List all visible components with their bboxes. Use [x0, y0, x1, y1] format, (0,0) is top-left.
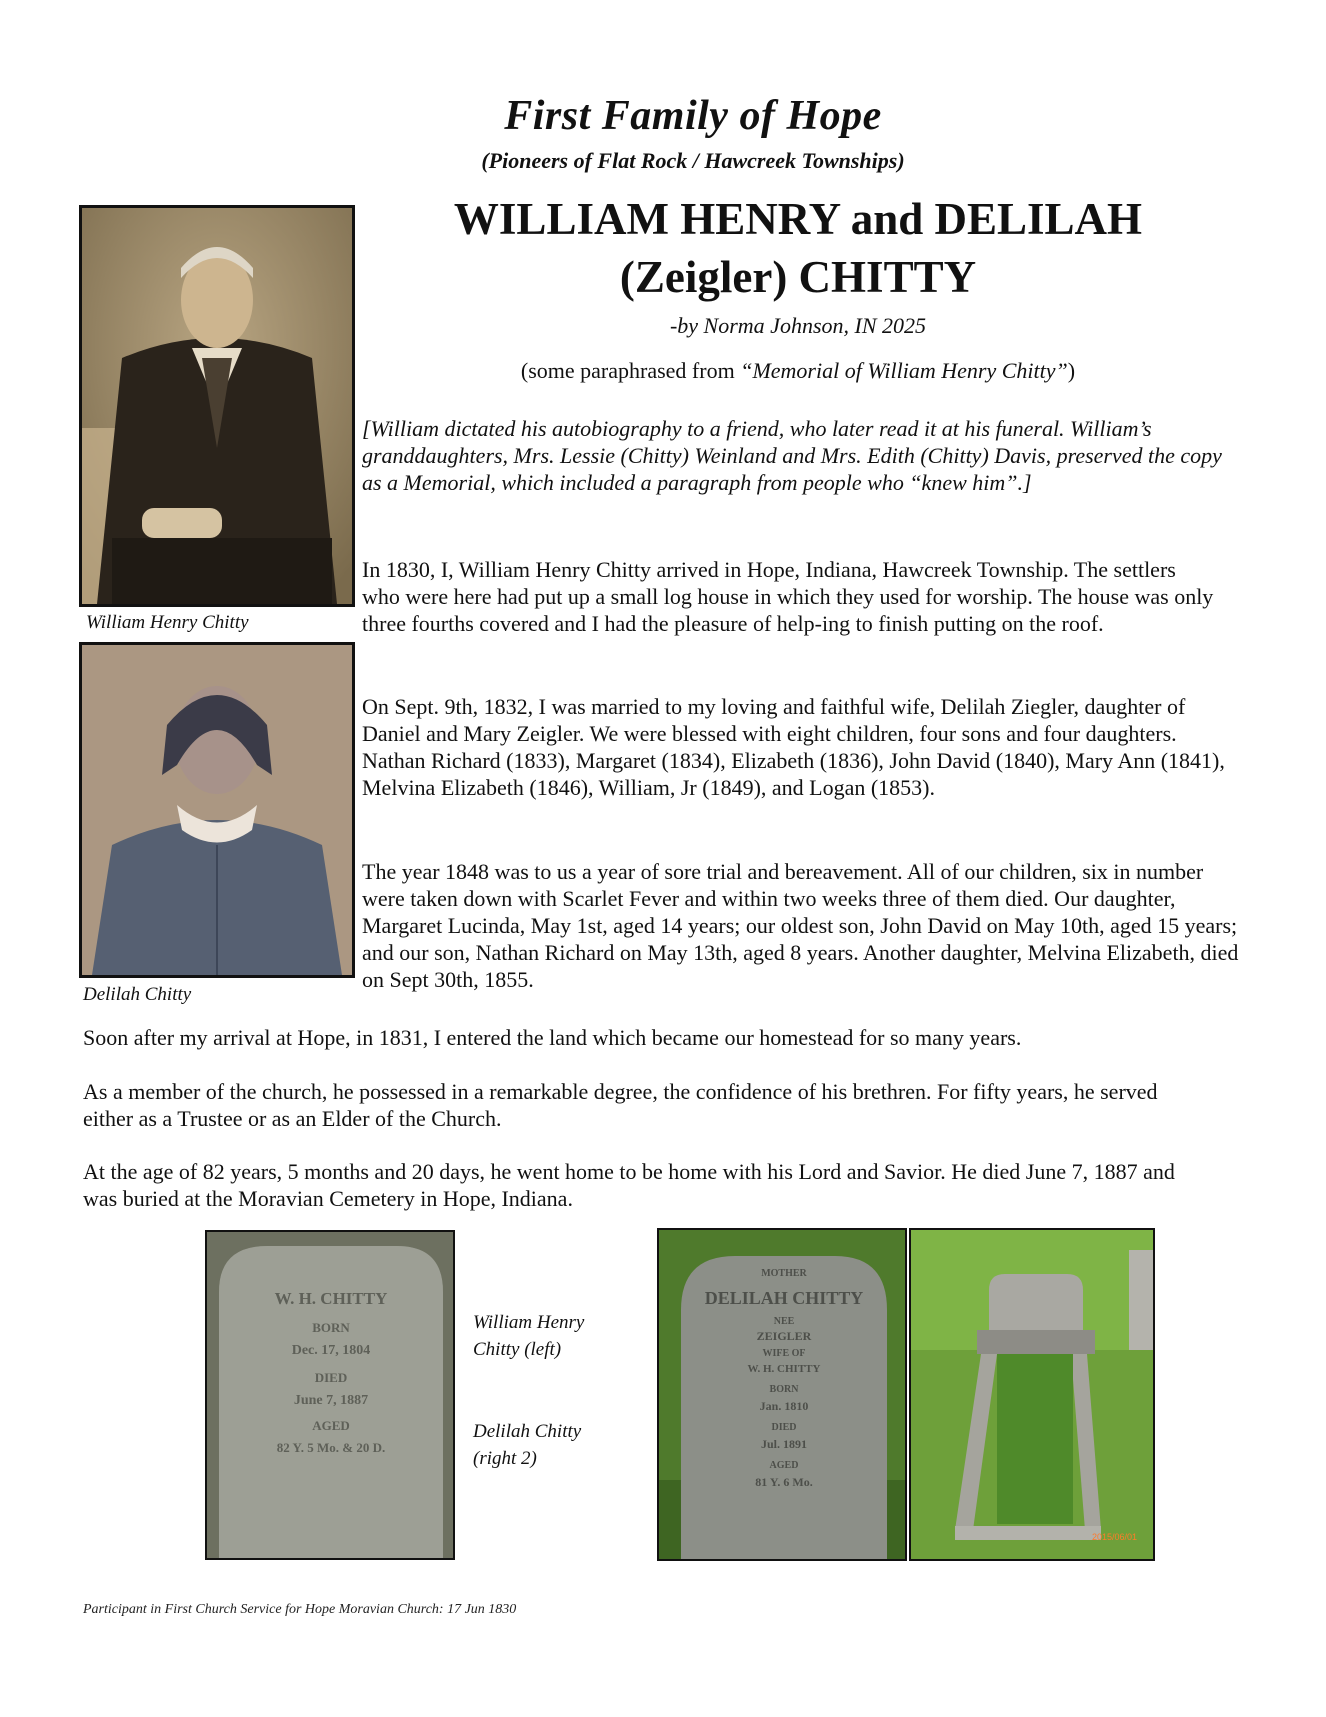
- stone-left-line: W. H. CHITTY: [274, 1289, 388, 1308]
- stone-right-line: Jul. 1891: [760, 1437, 808, 1451]
- delilah-grave-plot-photo: [909, 1228, 1155, 1561]
- stone-right-line: W. H. CHITTY: [747, 1363, 821, 1375]
- paragraph-bereavement: The year 1848 was to us a year of sore trial and bereavement. All of our children, six in number were taken down with Scarlet Fever and within two weeks three of them died. Our daughter, Margaret Lucinda, May 1st, aged 14 years; our oldest son, John David on May 10th, aged 15 years; and our son, Nathan Richard on May 13th, aged 8 years. Another daughter, Melvina Elizabeth, died on Sept 30th, 1855.: [362, 859, 1239, 992]
- stone-right-line: MOTHER: [761, 1268, 807, 1279]
- stone-right-line: AGED: [769, 1460, 799, 1471]
- stone-right-line: DELILAH CHITTY: [704, 1288, 864, 1308]
- paragraph-church: As a member of the church, he possessed in a remarkable degree, the confidence of his brethren. For fifty years, he served either as a Trustee or as an Elder of the Church.: [83, 1079, 1158, 1131]
- william-gravestone-photo: [205, 1230, 455, 1560]
- source-prefix: (some paraphrased from: [520, 358, 741, 383]
- delilah-gravestone-photo: [657, 1228, 907, 1561]
- stone-left-line: BORN: [312, 1320, 350, 1335]
- stone-left-line: DIED: [314, 1370, 348, 1385]
- delilah-portrait: [79, 642, 355, 978]
- footer-note: Participant in First Church Service for Hope Moravian Church: 17 Jun 1830: [83, 1602, 517, 1617]
- title-line-2: (Zeigler) CHITTY: [619, 252, 977, 302]
- caption-delilah-line1: Delilah Chitty: [473, 1421, 582, 1442]
- source-suffix: ): [1067, 358, 1076, 383]
- source-note: [358, 358, 1238, 384]
- stone-left-line: AGED: [312, 1418, 350, 1433]
- paragraph-homestead: Soon after my arrival at Hope, in 1831, I entered the land which became our homestead for so many years.: [83, 1025, 1022, 1050]
- delilah-portrait-image: [82, 645, 352, 975]
- gravestone-caption-william: [473, 1309, 584, 1363]
- photo-date-stamp: 2015/06/01: [1091, 1532, 1137, 1542]
- delilah-gravestone-image: [659, 1230, 905, 1559]
- stone-right-line: BORN: [769, 1384, 799, 1395]
- william-portrait-image: [82, 208, 352, 604]
- paragraph-marriage: On Sept. 9th, 1832, I was married to my loving and faithful wife, Delilah Ziegler, daughter of Daniel and Mary Zeigler. We were blessed with eight children, four sons and four daughters. Nathan Richard (1833), Margaret (1834), Elizabeth (1836), John David (1840), Mary Ann (1841), Melvina Elizabeth (1846), William, Jr (1849), and Logan (1853).: [362, 694, 1225, 800]
- william-caption: William Henry Chitty: [86, 612, 249, 633]
- caption-william-line2: Chitty (left): [473, 1339, 562, 1360]
- byline: -by Norma Johnson, IN 2025: [669, 313, 927, 338]
- stone-right-line: DIED: [771, 1422, 797, 1433]
- series-title: First Family of Hope: [504, 93, 882, 139]
- title-line-1: WILLIAM HENRY and DELILAH: [453, 194, 1143, 244]
- intro-paragraph: [William dictated his autobiography to a friend, who later read it at his funeral. William’s granddaughters, Mrs. Lessie (Chitty) Weinland and Mrs. Edith (Chitty) Davis, preserved the copy as a Memorial, which included a paragraph from people who “knew him”.]: [362, 416, 1222, 495]
- stone-left-line: Dec. 17, 1804: [291, 1343, 371, 1358]
- delilah-caption: Delilah Chitty: [83, 984, 192, 1005]
- gravestone-caption-delilah: [473, 1418, 581, 1472]
- delilah-grave-plot-image: [911, 1230, 1153, 1559]
- stone-right-line: WIFE OF: [762, 1348, 806, 1359]
- stone-right-line: NEE: [773, 1316, 795, 1327]
- paragraph-arrival: In 1830, I, William Henry Chitty arrived in Hope, Indiana, Hawcreek Township. The settlers who were here had put up a small log house in which they used for worship. The house was only three fourths covered and I had the pleasure of help-ing to finish putting on the roof.: [362, 557, 1214, 636]
- page-title: [358, 190, 1238, 306]
- stone-right-line: ZEIGLER: [756, 1329, 812, 1343]
- william-portrait: [79, 205, 355, 607]
- william-gravestone-image: [207, 1232, 453, 1558]
- caption-william-line1: William Henry: [473, 1312, 585, 1333]
- paragraph-death: At the age of 82 years, 5 months and 20 days, he went home to be home with his Lord and Savior. He died June 7, 1887 and was buried at the Moravian Cemetery in Hope, Indiana.: [83, 1159, 1175, 1211]
- stone-right-line: 81 Y. 6 Mo.: [755, 1475, 813, 1489]
- series-subtitle: (Pioneers of Flat Rock / Hawcreek Townships): [481, 148, 905, 173]
- caption-delilah-line2: (right 2): [473, 1448, 537, 1469]
- stone-right-line: Jan. 1810: [759, 1399, 809, 1413]
- stone-left-line: 82 Y. 5 Mo. & 20 D.: [276, 1440, 386, 1455]
- stone-left-line: June 7, 1887: [293, 1393, 369, 1408]
- source-title: “Memorial of William Henry Chitty”: [740, 358, 1068, 383]
